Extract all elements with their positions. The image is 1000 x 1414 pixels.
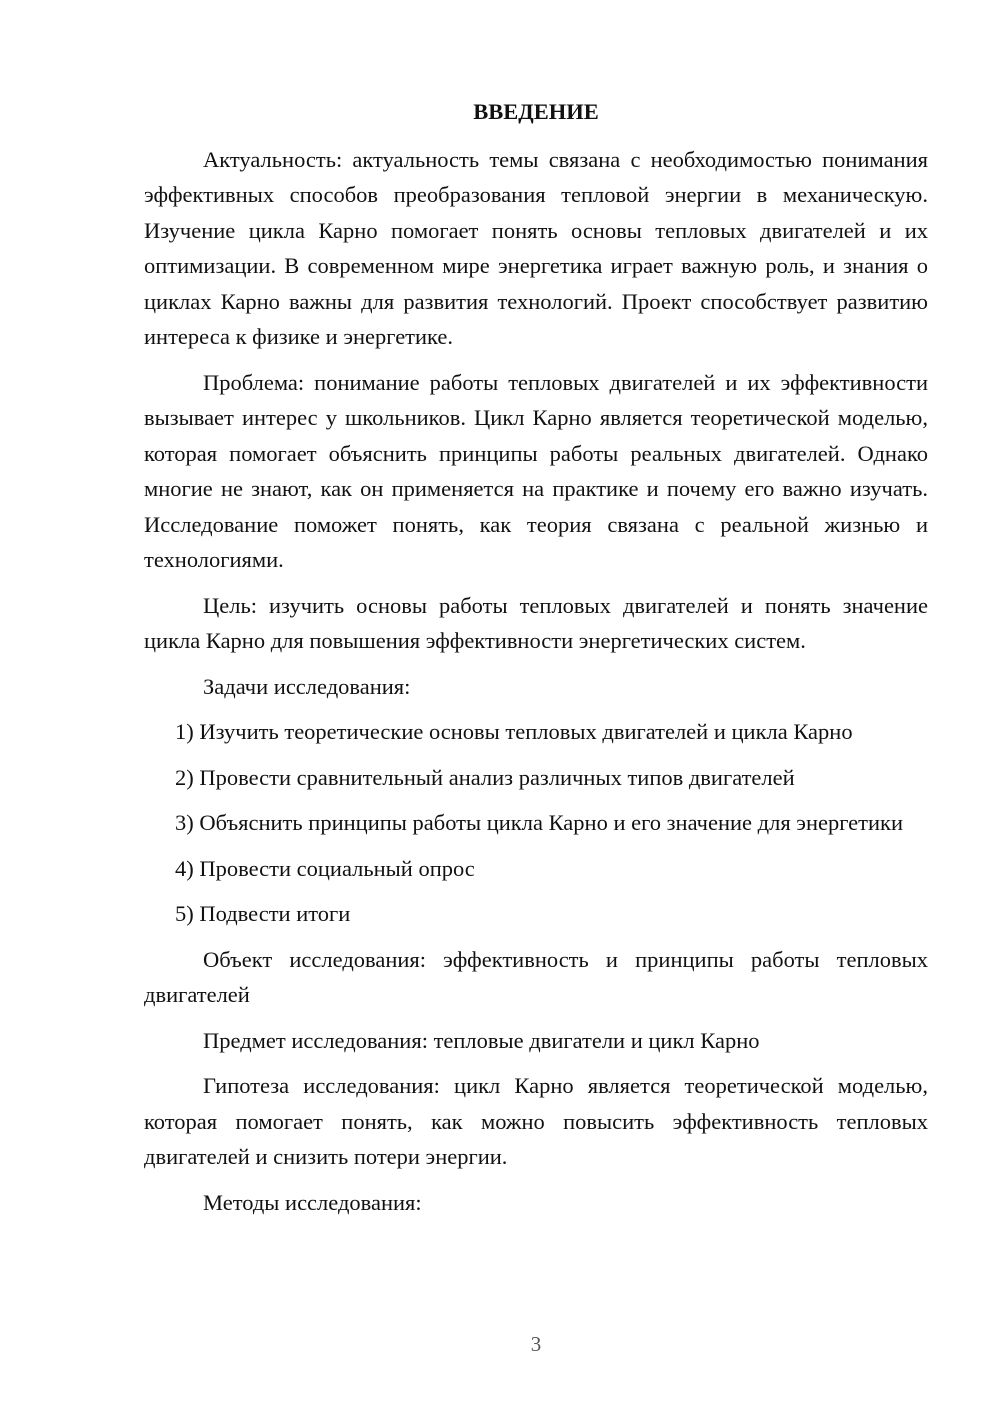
tasks-heading: Задачи исследования:: [203, 673, 411, 699]
paragraph-object: Объект исследования: эффективность и принципы работы тепловых двигателей: [144, 946, 928, 1007]
list-item: 2) Провести сравнительный анализ различных типов двигателей: [175, 764, 795, 790]
paragraph-goal: Цель: изучить основы работы тепловых двигателей и понять значение цикла Карно для повышения эффективности энергетических систем.: [144, 592, 928, 653]
list-item: 5) Подвести итоги: [175, 901, 351, 926]
paragraph-problem: Проблема: понимание работы тепловых двигателей и их эффективности вызывает интерес у школьников. Цикл Карно является теоретической моделью, которая помогает объяснить принципы работы реальных двигателей. Однако многие не знают, как он применяется на практике и почему его важно изучать. Исследование поможет понять, как теория связана с реальной жизнью и технологиями.: [144, 369, 928, 572]
list-item: 3) Объяснить принципы работы цикла Карно и его значение для энергетики: [175, 810, 903, 835]
page-content: [144, 94, 928, 1220]
page-number: 3: [530, 1332, 542, 1356]
tasks-list: [144, 714, 928, 932]
list-item: 1) Изучить теоретические основы тепловых двигателей и цикла Карно: [175, 719, 853, 744]
section-title: ВВЕДЕНИЕ: [473, 99, 599, 124]
paragraph-relevance: Актуальность: актуальность темы связана с необходимостью понимания эффективных способов преобразования тепловой энергии в механическую. Изучение цикла Карно помогает понять основы тепловых двигателей и их оптимизации. В современном мире энергетика играет важную роль, и знания о циклах Карно важны для развития технологий. Проект способствует развитию интереса к физике и энергетике.: [144, 146, 928, 349]
paragraph-hypothesis: Гипотеза исследования: цикл Карно является теоретической моделью, которая помогает понять, как можно повысить эффективность тепловых двигателей и снизить потери энергии.: [144, 1073, 928, 1169]
methods-heading: Методы исследования:: [203, 1189, 422, 1215]
list-item: 4) Провести социальный опрос: [175, 855, 475, 881]
paragraph-subject: Предмет исследования: тепловые двигатели и цикл Карно: [203, 1027, 760, 1053]
